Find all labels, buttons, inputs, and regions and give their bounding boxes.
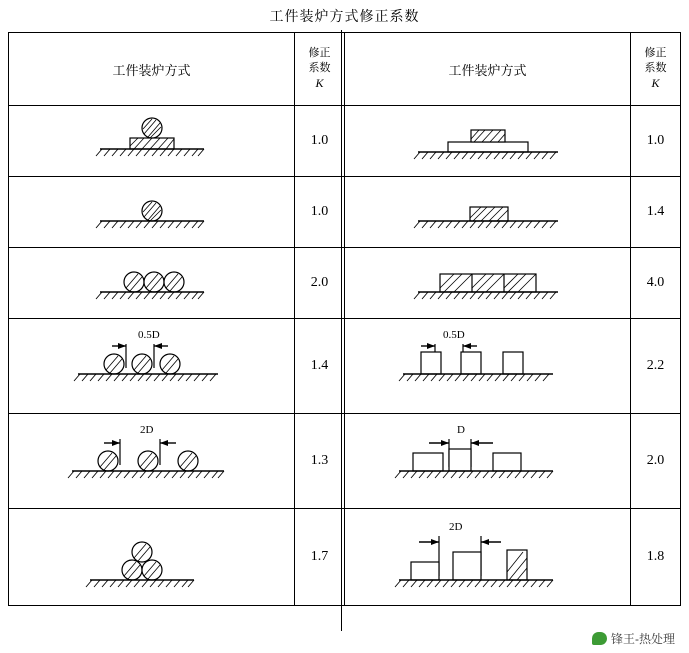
figure-left-1: [9, 106, 295, 177]
header-col1: 工件装炉方式: [9, 33, 295, 106]
loading-method-table: [8, 32, 681, 606]
header-col3: 工件装炉方式: [345, 33, 631, 106]
figure-right-1: [345, 106, 631, 177]
figure-left-6: [9, 509, 295, 606]
coefficient-left-1: 1.0: [295, 106, 345, 177]
dim-label-left-4: 0.5D: [137, 329, 160, 341]
dim-label-left-5: 2D: [139, 424, 153, 436]
header-col4-symbol: K: [651, 76, 660, 91]
dim-label-right-4: 0.5D: [442, 329, 465, 341]
wechat-bubble-icon: [592, 632, 607, 645]
coefficient-right-4: 2.2: [631, 319, 681, 414]
figure-right-3: [345, 248, 631, 319]
table-header-row: [9, 33, 681, 106]
table-row: [9, 319, 681, 414]
figure-left-5: [9, 414, 295, 509]
coefficient-left-6: 1.7: [295, 509, 345, 606]
coefficient-right-6: 1.8: [631, 509, 681, 606]
figure-right-5: [345, 414, 631, 509]
coefficient-right-3: 4.0: [631, 248, 681, 319]
figure-left-4: [9, 319, 295, 414]
figure-right-6: [345, 509, 631, 606]
header-col2: [295, 33, 345, 106]
watermark-text: 锋王-热处理: [611, 632, 675, 646]
coefficient-left-3: 2.0: [295, 248, 345, 319]
table-mid-divider: [341, 30, 342, 631]
coefficient-left-5: 1.3: [295, 414, 345, 509]
header-col2-line1: 修正: [308, 46, 331, 59]
table-row: [9, 106, 681, 177]
coefficient-left-2: 1.0: [295, 177, 345, 248]
coefficient-right-1: 1.0: [631, 106, 681, 177]
header-col4: [631, 33, 681, 106]
header-col2-line2: 系数: [308, 61, 331, 74]
table-row: [9, 509, 681, 606]
dim-label-right-5: D: [456, 424, 465, 436]
page-title: 工件装炉方式修正系数: [269, 10, 420, 25]
table-row: [9, 414, 681, 509]
header-col4-line2: 系数: [644, 61, 667, 74]
coefficient-left-4: 1.4: [295, 319, 345, 414]
figure-left-2: [9, 177, 295, 248]
header-col4-line1: 修正: [644, 46, 667, 59]
watermark: [592, 630, 675, 647]
figure-right-2: [345, 177, 631, 248]
header-col2-symbol: K: [315, 76, 324, 91]
figure-right-4: [345, 319, 631, 414]
figure-left-3: [9, 248, 295, 319]
dim-label-right-6: 2D: [448, 521, 462, 533]
table-row: [9, 177, 681, 248]
coefficient-right-2: 1.4: [631, 177, 681, 248]
table-row: [9, 248, 681, 319]
coefficient-right-5: 2.0: [631, 414, 681, 509]
